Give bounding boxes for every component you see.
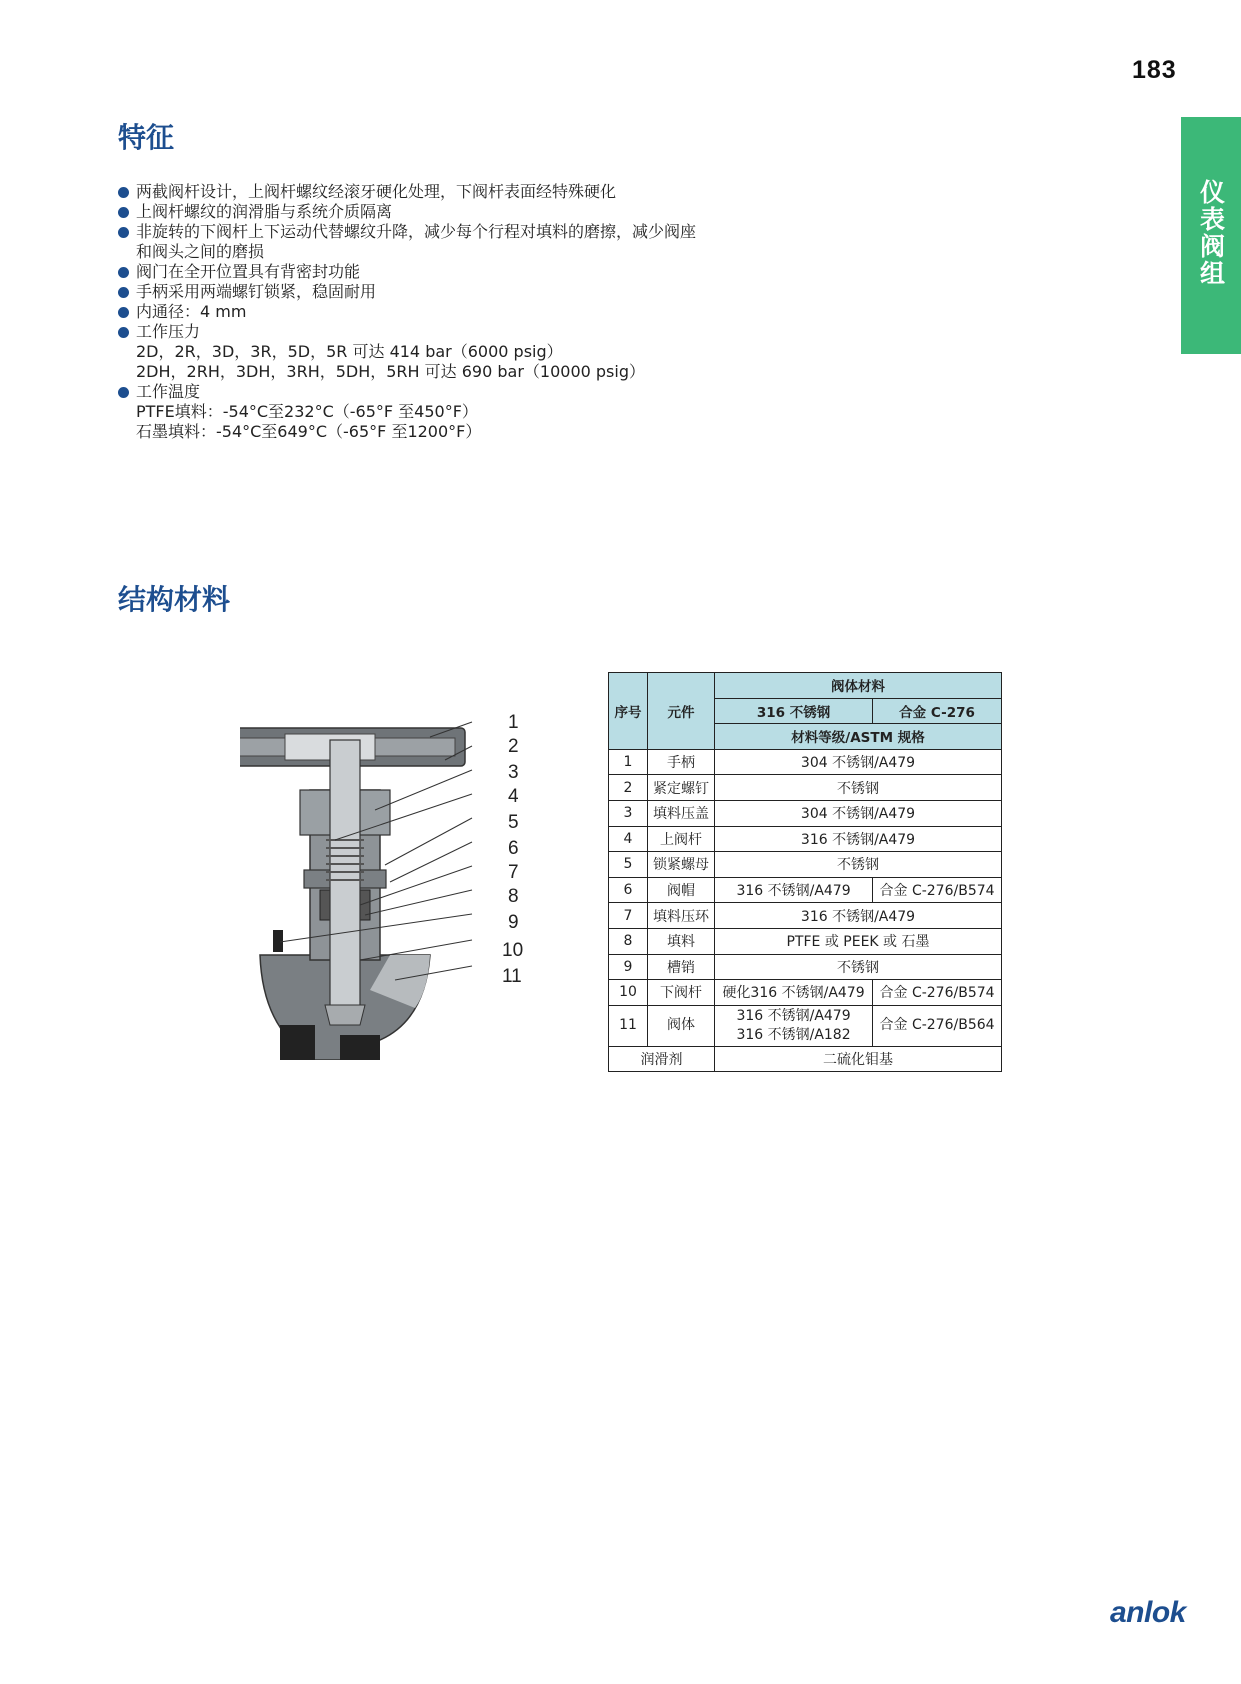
- lubricant-value: 二硫化钼基: [715, 1046, 1002, 1072]
- row-part: 填料压盖: [648, 800, 715, 826]
- diagram-label: 4: [508, 786, 519, 807]
- features-heading: 特征: [118, 121, 175, 154]
- feature-subline: 2DH，2RH，3DH，3RH，5DH，5RH 可达 690 bar（10000 psig）: [136, 362, 645, 381]
- row-material-2: 合金 C-276/B564: [873, 1005, 1002, 1046]
- section-tab-label: 仪表阀组: [1196, 179, 1226, 287]
- row-no: 4: [609, 826, 648, 852]
- row-no: 7: [609, 903, 648, 929]
- row-material: 不锈钢: [715, 775, 1002, 801]
- feature-item: 上阀杆螺纹的润滑脂与系统介质隔离: [118, 202, 698, 222]
- spec-header: 材料等级/ASTM 规格: [715, 724, 1002, 750]
- materials-heading: 结构材料: [118, 583, 231, 616]
- feature-subline: PTFE填料：-54°C至232°C（-65°F 至450°F）: [136, 402, 478, 421]
- row-material: PTFE 或 PEEK 或 石墨: [715, 928, 1002, 954]
- feature-item: 非旋转的下阀杆上下运动代替螺纹升降，减少每个行程对填料的磨擦，减少阀座和阀头之间的磨损: [118, 222, 698, 262]
- diagram-label: 7: [508, 862, 519, 883]
- row-material: 304 不锈钢/A479: [715, 749, 1002, 775]
- brand-logo: anlok: [1110, 1596, 1186, 1629]
- table-row: [609, 852, 1002, 878]
- feature-item: 手柄采用两端螺钉锁紧，稳固耐用: [118, 282, 698, 302]
- row-material: 316 不锈钢/A479: [715, 826, 1002, 852]
- row-no: 8: [609, 928, 648, 954]
- diagram-label: 2: [508, 736, 519, 757]
- col-header-mat1: 316 不锈钢: [715, 698, 873, 724]
- row-part: 填料: [648, 928, 715, 954]
- feature-item: 两截阀杆设计，上阀杆螺纹经滚牙硬化处理，下阀杆表面经特殊硬化: [118, 182, 698, 202]
- row-material-2: 合金 C-276/B574: [873, 877, 1002, 903]
- diagram-label: 10: [502, 940, 524, 961]
- row-material: 不锈钢: [715, 954, 1002, 980]
- row-part: 阀帽: [648, 877, 715, 903]
- diagram-label: 5: [508, 812, 519, 833]
- row-material-2: 合金 C-276/B574: [873, 980, 1002, 1006]
- row-part: 阀体: [648, 1005, 715, 1046]
- diagram-label: 1: [508, 712, 519, 733]
- feature-subline: 石墨填料：-54°C至649°C（-65°F 至1200°F）: [136, 422, 482, 441]
- table-row-lubricant: [609, 1046, 1002, 1072]
- row-material: 316 不锈钢/A479: [715, 903, 1002, 929]
- table-row: [609, 954, 1002, 980]
- row-material: 304 不锈钢/A479: [715, 800, 1002, 826]
- table-row: [609, 800, 1002, 826]
- row-no: 10: [609, 980, 648, 1006]
- table-row: [609, 826, 1002, 852]
- table-row: [609, 775, 1002, 801]
- row-no: 2: [609, 775, 648, 801]
- row-no: 9: [609, 954, 648, 980]
- page-number: 183: [1132, 56, 1177, 84]
- row-part: 上阀杆: [648, 826, 715, 852]
- feature-item: 阀门在全开位置具有背密封功能: [118, 262, 698, 282]
- row-material-1: 316 不锈钢/A479 316 不锈钢/A182: [715, 1005, 873, 1046]
- col-header-part: 元件: [648, 673, 715, 750]
- materials-table: [608, 672, 1002, 1072]
- row-part: 手柄: [648, 749, 715, 775]
- diagram-label: 11: [502, 966, 522, 987]
- row-part: 槽销: [648, 954, 715, 980]
- diagram-label: 8: [508, 886, 519, 907]
- valve-cross-section-diagram: [240, 690, 540, 1060]
- feature-item: 工作温度 PTFE填料：-54°C至232°C（-65°F 至450°F） 石墨填料：-54°C至649°C（-65°F 至1200°F）: [118, 382, 698, 442]
- table-row: [609, 903, 1002, 929]
- lubricant-label: 润滑剂: [609, 1046, 715, 1072]
- diagram-label: 3: [508, 762, 519, 783]
- table-row: [609, 1005, 1002, 1046]
- col-header-mat2: 合金 C-276: [873, 698, 1002, 724]
- row-no: 5: [609, 852, 648, 878]
- row-part: 锁紧螺母: [648, 852, 715, 878]
- col-header-no: 序号: [609, 673, 648, 750]
- row-no: 1: [609, 749, 648, 775]
- row-material-1: 316 不锈钢/A479: [715, 877, 873, 903]
- row-part: 填料压环: [648, 903, 715, 929]
- group-header: 阀体材料: [715, 673, 1002, 699]
- table-header-row: [609, 673, 1002, 699]
- row-material-1: 硬化316 不锈钢/A479: [715, 980, 873, 1006]
- feature-subline: 2D，2R，3D，3R，5D，5R 可达 414 bar（6000 psig）: [136, 342, 563, 361]
- feature-item: 工作压力 2D，2R，3D，3R，5D，5R 可达 414 bar（6000 psig） 2DH，2RH，3DH，3RH，5DH，5RH 可达 690 bar（10000 psig）: [118, 322, 698, 382]
- row-no: 6: [609, 877, 648, 903]
- table-row: [609, 877, 1002, 903]
- row-part: 紧定螺钉: [648, 775, 715, 801]
- feature-item: 内通径：4 mm: [118, 302, 698, 322]
- diagram-label: 9: [508, 912, 519, 933]
- row-part: 下阀杆: [648, 980, 715, 1006]
- row-no: 3: [609, 800, 648, 826]
- row-material: 不锈钢: [715, 852, 1002, 878]
- row-no: 11: [609, 1005, 648, 1046]
- table-row: [609, 928, 1002, 954]
- section-tab: [1181, 117, 1241, 354]
- table-row: [609, 980, 1002, 1006]
- table-row: [609, 749, 1002, 775]
- features-list: [118, 182, 698, 442]
- diagram-label: 6: [508, 838, 519, 859]
